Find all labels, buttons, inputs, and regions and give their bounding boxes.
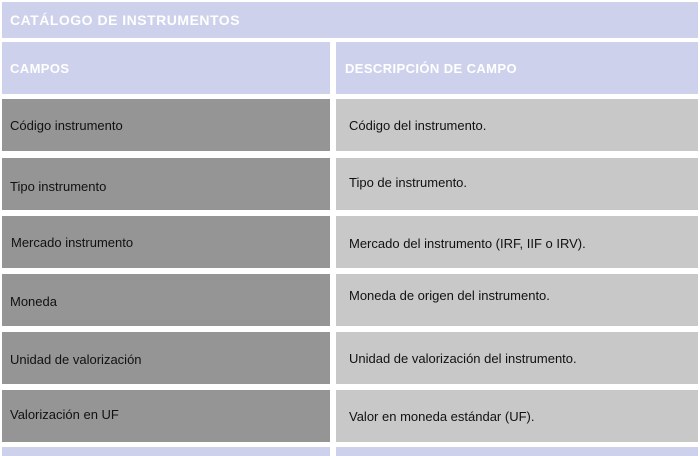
column-header-description: DESCRIPCIÓN DE CAMPO bbox=[336, 42, 698, 94]
description-cell: Mercado del instrumento (IRF, IIF o IRV). bbox=[336, 216, 698, 268]
next-row-description-partial bbox=[336, 447, 698, 456]
catalog-title: CATÁLOGO DE INSTRUMENTOS bbox=[2, 2, 698, 38]
field-cell: Moneda bbox=[2, 274, 330, 326]
column-header-fields: CAMPOS bbox=[2, 42, 330, 94]
field-cell: Mercado instrumento bbox=[2, 216, 330, 268]
next-row-field-partial bbox=[2, 447, 330, 456]
field-cell: Tipo instrumento bbox=[2, 158, 330, 210]
description-cell: Unidad de valorización del instrumento. bbox=[336, 332, 698, 384]
description-cell: Tipo de instrumento. bbox=[336, 158, 698, 210]
description-cell: Código del instrumento. bbox=[336, 99, 698, 151]
description-cell: Moneda de origen del instrumento. bbox=[336, 274, 698, 326]
description-cell: Valor en moneda estándar (UF). bbox=[336, 390, 698, 442]
field-cell: Código instrumento bbox=[2, 99, 330, 151]
field-cell: Valorización en UF bbox=[2, 390, 330, 442]
field-cell: Unidad de valorización bbox=[2, 332, 330, 384]
